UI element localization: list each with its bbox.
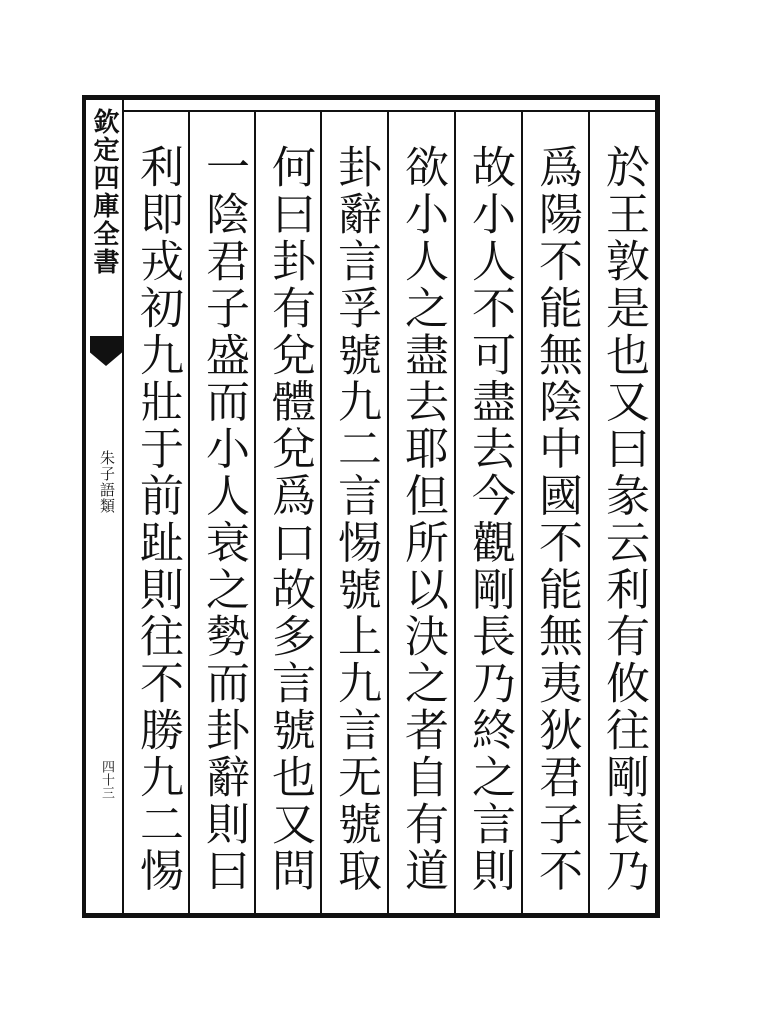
section-title: 朱子語類 — [98, 450, 116, 514]
text-column-1: 於王敦是也又曰彖云利有攸往剛長乃 — [598, 144, 649, 895]
text-column-7: 一陰君子盛而小人衰之勢而卦辭則曰 — [198, 144, 249, 895]
text-column-5: 卦辭言孚號九二言惕號上九言无號取 — [330, 144, 381, 895]
text-column-4: 欲小人之盡去耶但所以決之者自有道 — [397, 144, 448, 895]
text-column-8: 利即戎初九壯于前趾則往不勝九二惕 — [132, 144, 183, 895]
text-column-2: 爲陽不能無陰中國不能無夷狄君子不 — [531, 144, 582, 895]
page-number: 四十三 — [99, 760, 114, 799]
text-column-3: 故小人不可盡去今觀剛長乃終之言則 — [464, 144, 515, 895]
frame-top-border — [82, 95, 660, 100]
text-column-6: 何曰卦有兌體兌爲口故多言號也又問 — [264, 144, 315, 895]
book-title: 欽定四庫全書 — [89, 108, 119, 276]
